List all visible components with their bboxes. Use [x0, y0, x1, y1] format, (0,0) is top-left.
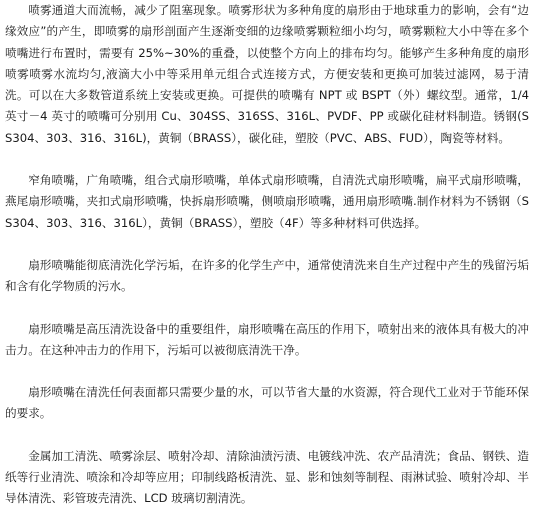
paragraph-high-pressure: 扇形喷嘴是高压清洗设备中的重要组件，扇形喷嘴在高压的作用下，喷射出来的液体具有极大的冲击力。在这种冲击力的作用下，污垢可以被彻底清洗干净。	[5, 321, 529, 357]
paragraph-features: 喷雾通道大而流畅，减少了阻塞现象。喷雾形状为多种角度的扇形由于地球重力的影响，会有“边缘效应”的产生，即喷雾的扇形剖面产生逐渐变细的边缘喷雾颗粒细小均匀，喷雾颗粒大小中等在多个喷嘴进行布置时，需要有 25%~30%的重叠，以使整个方向上的排布均匀。能够产生多种角度的扇形喷雾喷雾水流均匀,液滴大小中等采用单元组合式连接方式，方便安装和更换可加装过滤网，易于清洗。可以在大多数管道系统上安装或更换。可提供的喷嘴有 NPT 或 BSPT（外）螺纹型。通常，1/4 英寸－4 英寸的喷嘴可分别用 Cu、304SS、316SS、316L、PVDF、PP 或碳化硅材料制造。锈钢(SS304、303、316、316L)，黄铜（BRASS），碳化硅，塑胶（PVC、ABS、FUD），陶瓷等材料。	[5, 3, 529, 145]
article-body	[5, 0, 529, 510]
paragraph-applications: 金属加工清洗、喷雾涂层、喷射冷却、清除油渍污渍、电镀线冲洗、农产品清洗；食品、钢铁、造纸等行业清洗、喷涂和冷却等应用；印制线路板清洗、显、影和蚀刻等制程、雨淋试验、喷射冷却、半导体清洗、彩管玻壳清洗、LCD 玻璃切割清洗。	[5, 448, 529, 506]
paragraph-chemical-cleaning: 扇形喷嘴能彻底清洗化学污垢，在许多的化学生产中，通常使清洗来自生产过程中产生的残留污垢和含有化学物质的污水。	[5, 257, 529, 294]
paragraph-types: 窄角喷嘴，广角喷嘴，组合式扇形喷嘴，单体式扇形喷嘴，自清洗式扇形喷嘴，扁平式扇形喷嘴，燕尾扇形喷嘴，夹扣式扇形喷嘴，快拆扇形喷嘴，侧喷扇形喷嘴，通用扇形喷嘴.制作材料为不锈钢（SS304、303、316、316L），黄铜（BRASS），塑胶（4F）等多种材料可供选择。	[5, 173, 529, 230]
paragraph-water-saving: 扇形喷嘴在清洗任何表面都只需要少量的水，可以节省大量的水资源，符合现代工业对于节能环保的要求。	[5, 385, 529, 421]
